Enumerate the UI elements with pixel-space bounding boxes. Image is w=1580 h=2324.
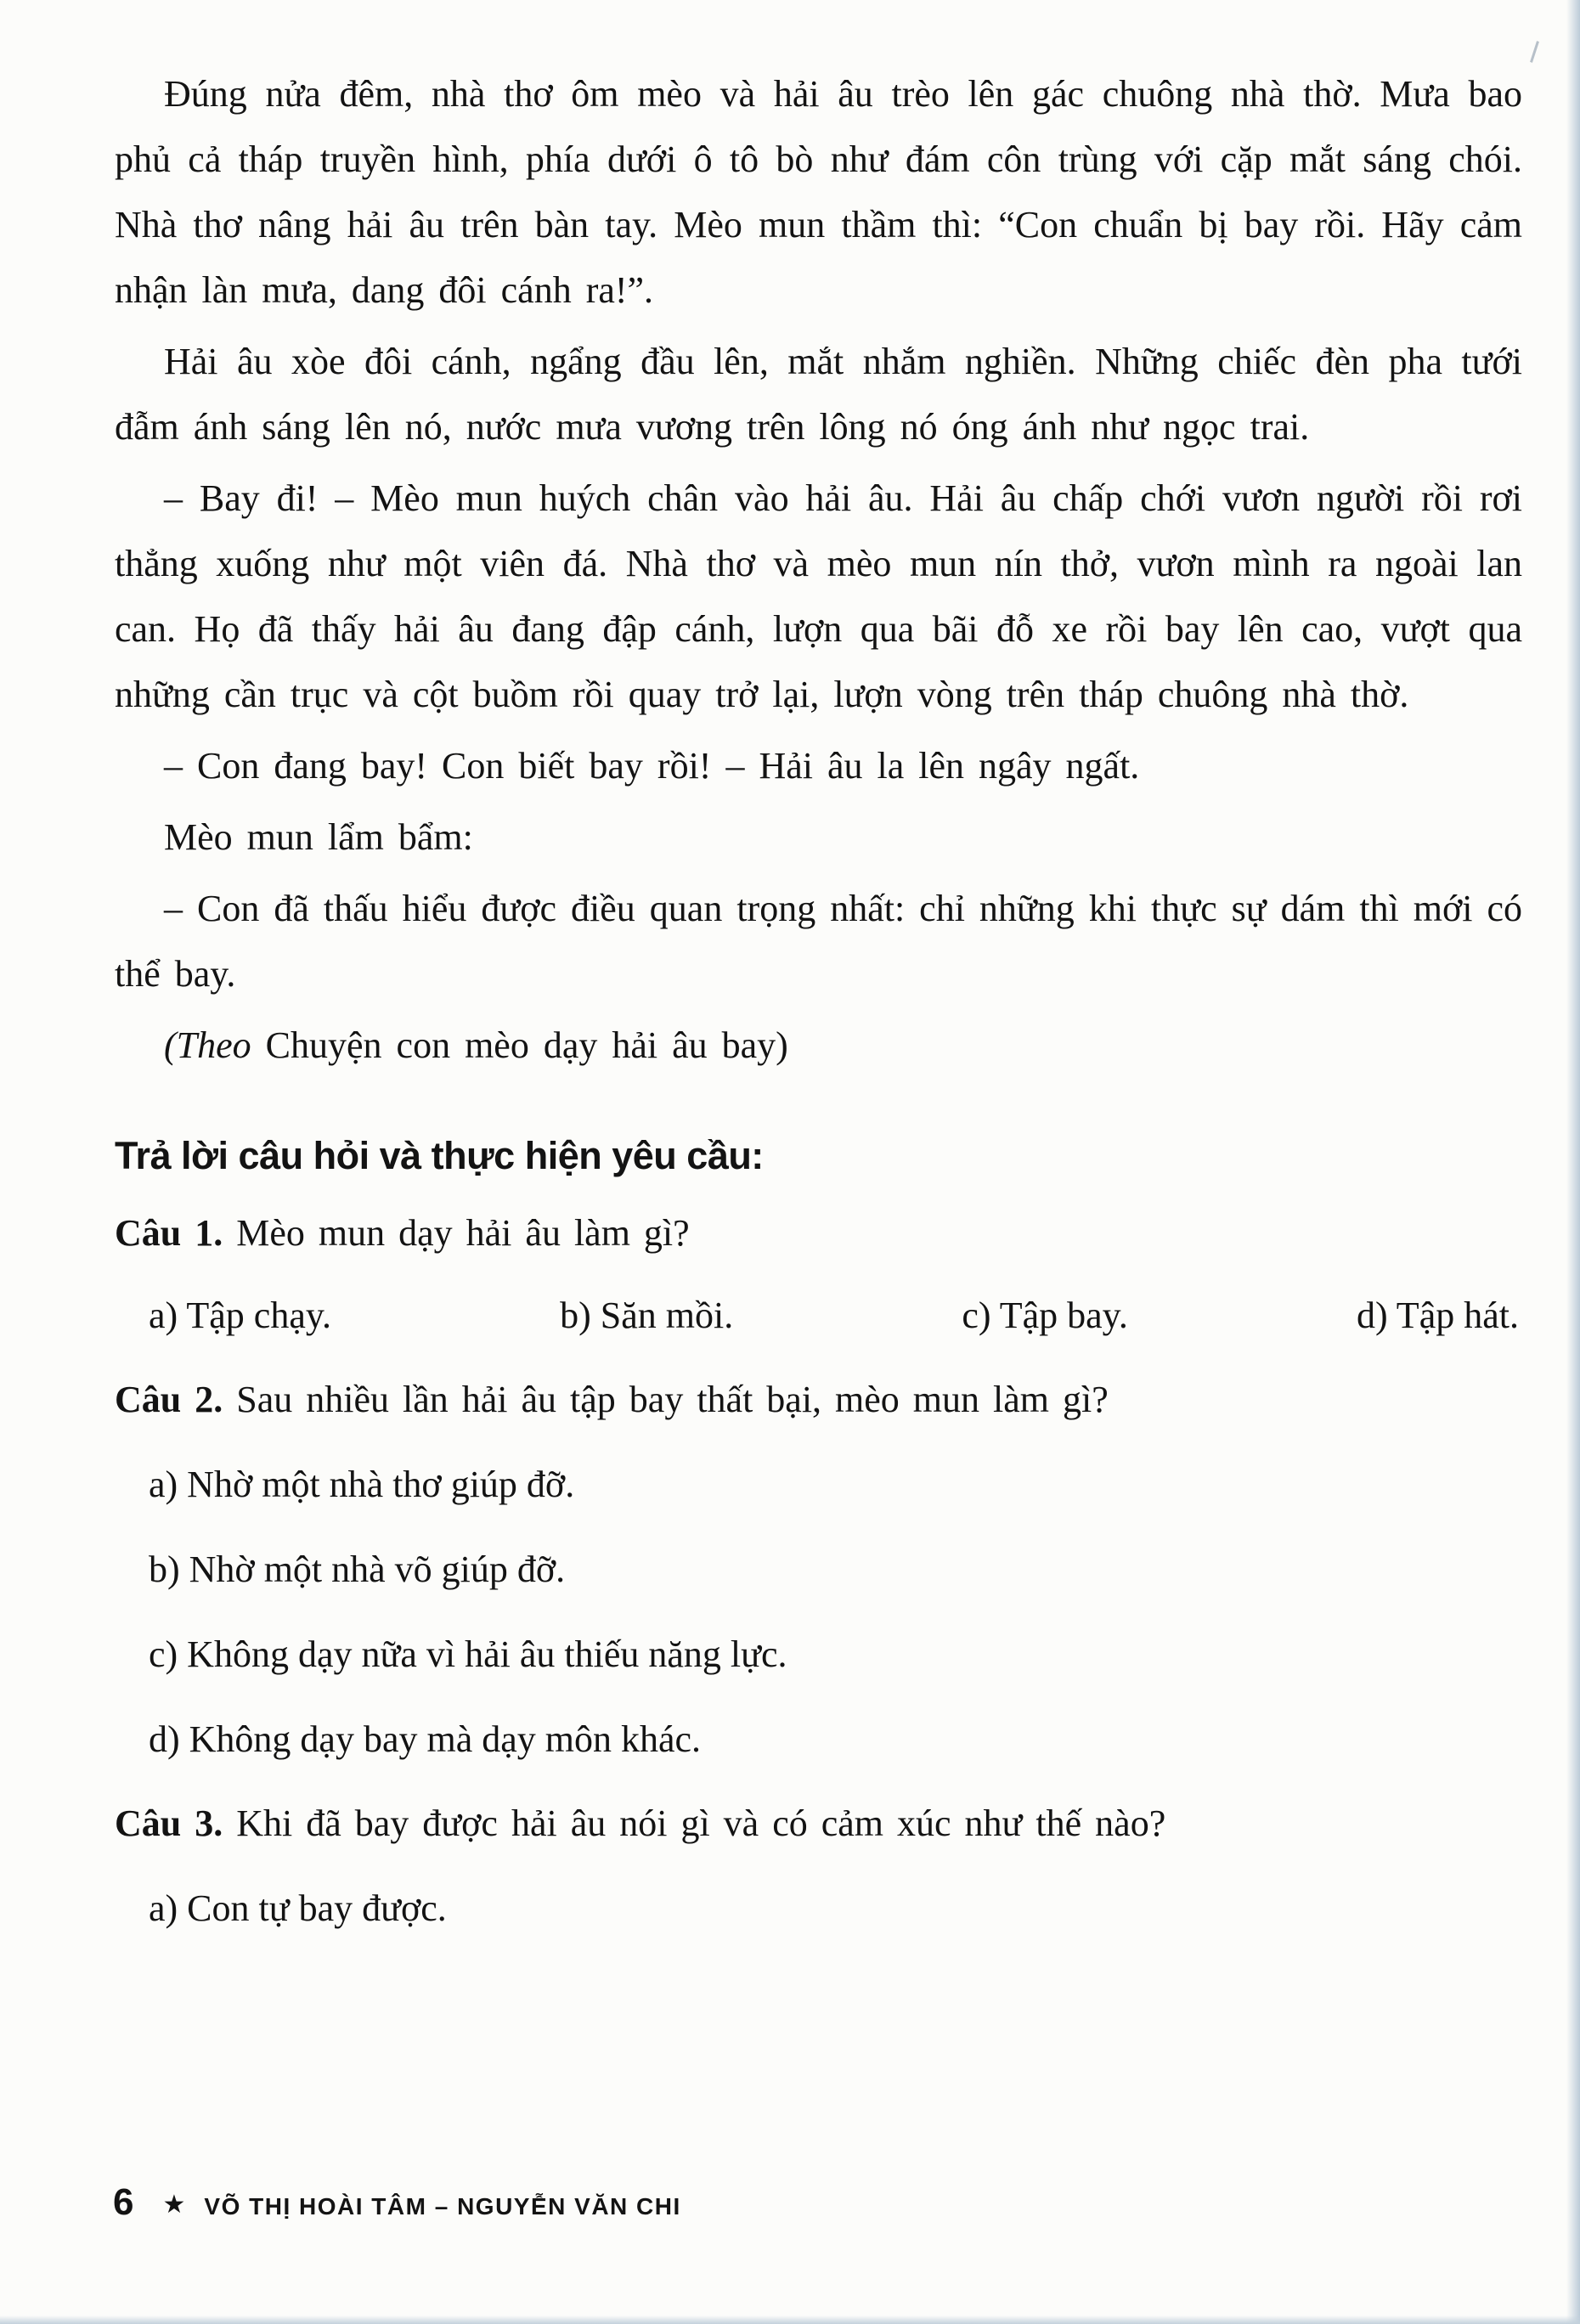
story-paragraph-5: Mèo mun lẩm bẩm:: [164, 816, 473, 858]
story-paragraph-4: – Con đang bay! Con biết bay rồi! – Hải âu la lên ngây ngất.: [164, 745, 1140, 787]
question-2-option-a: a) Nhờ một nhà thơ giúp đỡ.: [149, 1464, 575, 1505]
star-icon: ★: [162, 2191, 186, 2219]
question-2-option-c: c) Không dạy nữa vì hải âu thiếu năng lực.: [149, 1633, 787, 1675]
page-edge-right: [1566, 0, 1580, 2324]
attribution-theo: (Theo: [164, 1024, 251, 1066]
question-2: [115, 1367, 1522, 1432]
question-3-option-a: a) Con tự bay được.: [149, 1887, 447, 1929]
story-paragraph-2: Hải âu xòe đôi cánh, ngẩng đầu lên, mắt nhắm nghiền. Những chiếc đèn pha tưới đẫm ánh sáng lên nó, nước mưa vương trên lông nó óng ánh như ngọc trai.: [115, 341, 1522, 448]
page-number: 6: [113, 2181, 134, 2223]
question-1-option-b: b) Săn mồi.: [560, 1295, 734, 1336]
question-1: [115, 1200, 1522, 1266]
footer-authors: VÕ THỊ HOÀI TÂM – NGUYỄN VĂN CHI: [204, 2193, 681, 2220]
question-2-option-d: d) Không dạy bay mà dạy môn khác.: [149, 1718, 702, 1760]
question-2-text: Sau nhiều lần hải âu tập bay thất bại, mèo mun làm gì?: [223, 1379, 1109, 1420]
question-1-label: Câu 1.: [115, 1212, 223, 1254]
question-1-option-a: a) Tập chạy.: [149, 1295, 331, 1336]
story-text: [115, 61, 1522, 1078]
question-1-option-c: c) Tập bay.: [962, 1295, 1128, 1336]
page-edge-bottom: [0, 2316, 1580, 2324]
scan-artifact: [1530, 41, 1539, 63]
story-paragraph-1: Đúng nửa đêm, nhà thơ ôm mèo và hải âu trèo lên gác chuông nhà thờ. Mưa bao phủ cả tháp truyền hình, phía dưới ô tô bò như đám côn trùng với cặp mắt sáng chói. Nhà thơ nâng hải âu trên bàn tay. Mèo mun thầm thì: “Con chuẩn bị bay rồi. Hãy cảm nhận làn mưa, dang đôi cánh ra!”.: [115, 73, 1522, 311]
question-2-option-b: b) Nhờ một nhà võ giúp đỡ.: [149, 1548, 566, 1590]
page-footer: [113, 2181, 681, 2224]
question-2-label: Câu 2.: [115, 1379, 223, 1420]
question-1-option-d: d) Tập hát.: [1356, 1295, 1519, 1336]
exercise-heading: Trả lời câu hỏi và thực hiện yêu cầu:: [115, 1134, 764, 1177]
attribution: [115, 1013, 1522, 1078]
question-1-text: Mèo mun dạy hải âu làm gì?: [223, 1212, 690, 1254]
question-1-options: [115, 1283, 1522, 1348]
question-3-text: Khi đã bay được hải âu nói gì và có cảm xúc như thế nào?: [223, 1802, 1166, 1844]
question-3-label: Câu 3.: [115, 1802, 223, 1844]
story-paragraph-6: – Con đã thấu hiểu được điều quan trọng nhất: chỉ những khi thực sự dám thì mới có thể bay.: [115, 888, 1523, 995]
question-3: [115, 1791, 1522, 1856]
attribution-title: Chuyện con mèo dạy hải âu bay): [251, 1024, 788, 1066]
story-paragraph-3: – Bay đi! – Mèo mun huých chân vào hải âu. Hải âu chấp chới vươn người rồi rơi thẳng xuống như một viên đá. Nhà thơ và mèo mun nín thở, vươn mình ra ngoài lan can. Họ đã thấy hải âu đang đập cánh, lượn qua bãi đỗ xe rồi bay lên cao, vượt qua những cần trục và cột buồm rồi quay trở lại, lượn vòng trên tháp chuông nhà thờ.: [115, 477, 1522, 715]
exercise-section: [115, 1131, 1522, 1941]
